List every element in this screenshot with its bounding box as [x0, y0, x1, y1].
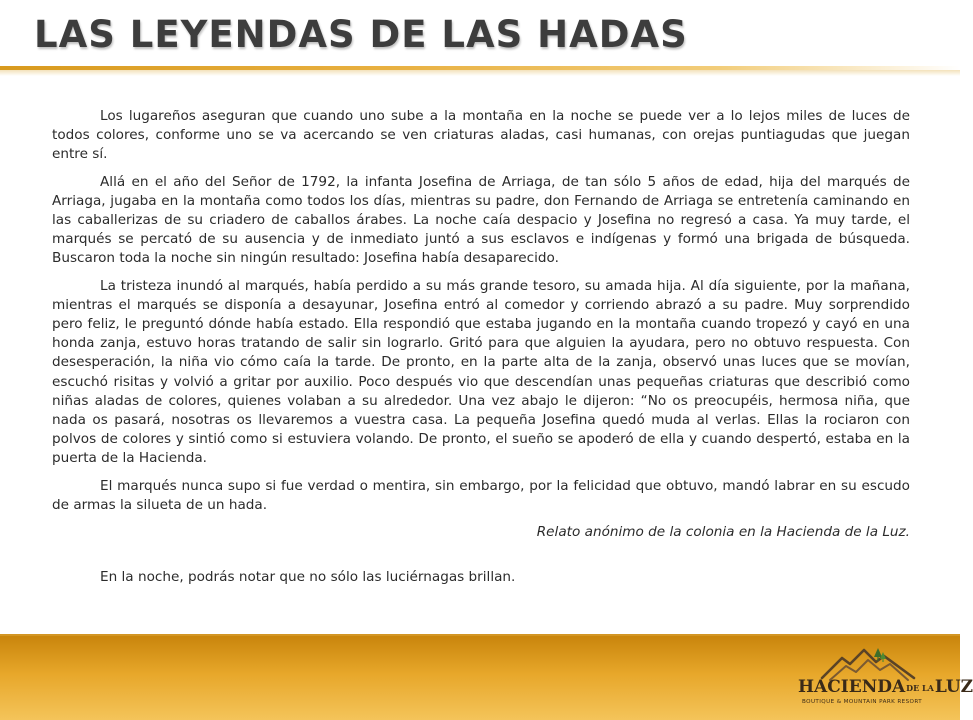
logo-name-small: DE LA — [906, 682, 934, 693]
story-closing: En la noche, podrás notar que no sólo las luciérnagas brillan. — [100, 569, 516, 586]
logo-tagline: BOUTIQUE & MOUNTAIN PARK RESORT — [802, 699, 923, 705]
title-underline-shadow — [0, 70, 960, 76]
logo-name-part1: HACIENDA — [798, 677, 906, 697]
hacienda-logo — [798, 644, 973, 714]
story-paragraph-4: El marqués nunca supo si fue verdad o mentira, sin embargo, por la felicidad que obtuvo, mandó labrar en su escudo de armas la silueta de un hada. — [52, 477, 910, 513]
logo-name-part2: LUZ — [934, 677, 973, 697]
story-paragraph-3: La tristeza inundó al marqués, había perdido a su más grande tesoro, su amada hija. Al día siguiente, por la mañana, mientras el marqués se disponía a desayunar, Josefina entró al comedor y corriendo abrazó a su padre. Muy sorprendido pero feliz, le preguntó dónde había estado. Ella respondió que estaba jugando en la montaña cuando tropezó y cayó en una honda zanja, estuvo horas tratando de salir sin lograrlo. Gritó para que alguien la ayudara, pero no obtuvo respuesta. Con desesperación, la niña vio cómo caía la tarde. De pronto, en la parte alta de la zanja, observó unas luces que se movían, escuchó risitas y volvió a gritar por auxilio. Poco después vio que descendían unas pequeñas criaturas que describió como niñas aladas de colores, quienes volaban a su alrededor. Una vez abajo le dijeron: “No os preocupéis, hermosa niña, que nada os pasará, nosotras os llevaremos a vuestra casa. La pequeña Josefina quedó muda al verlas. Ellas la rociaron con polvos de colores y sintió como si estuviera volando. De pronto, el sueño se apoderó de ella y cuando despertó, estaba en la puerta de la Hacienda. — [52, 277, 910, 467]
story-paragraph-1: Los lugareños aseguran que cuando uno sube a la montaña en la noche se puede ver a lo lejos miles de luces de todos colores, conforme uno se va acercando se ven criaturas aladas, casi humanas, con orejas puntiagudas que juegan entre sí. — [52, 108, 910, 163]
story-paragraph-2: Allá en el año del Señor de 1792, la infanta Josefina de Arriaga, de tan sólo 5 años de edad, hija del marqués de Arriaga, jugaba en la montaña como todos los días, mientras su padre, don Fernando de Arriaga se entretenía caminando en las caballerizas de su criadero de caballos árabes. La noche caía despacio y Josefina no regresó a casa. Ya muy tarde, el marqués se percató de su ausencia y de inmediato juntó a sus esclavos e indígenas y formó una brigada de búsqueda. Buscaron toda la noche sin ningún resultado: Josefina había desaparecido. — [52, 173, 910, 267]
story-attribution: Relato anónimo de la colonia en la Hacienda de la Luz. — [536, 524, 910, 541]
slide-title: LAS LEYENDAS DE LAS HADAS — [34, 13, 688, 56]
logo-wordmark — [798, 677, 973, 698]
story-body — [52, 107, 910, 595]
